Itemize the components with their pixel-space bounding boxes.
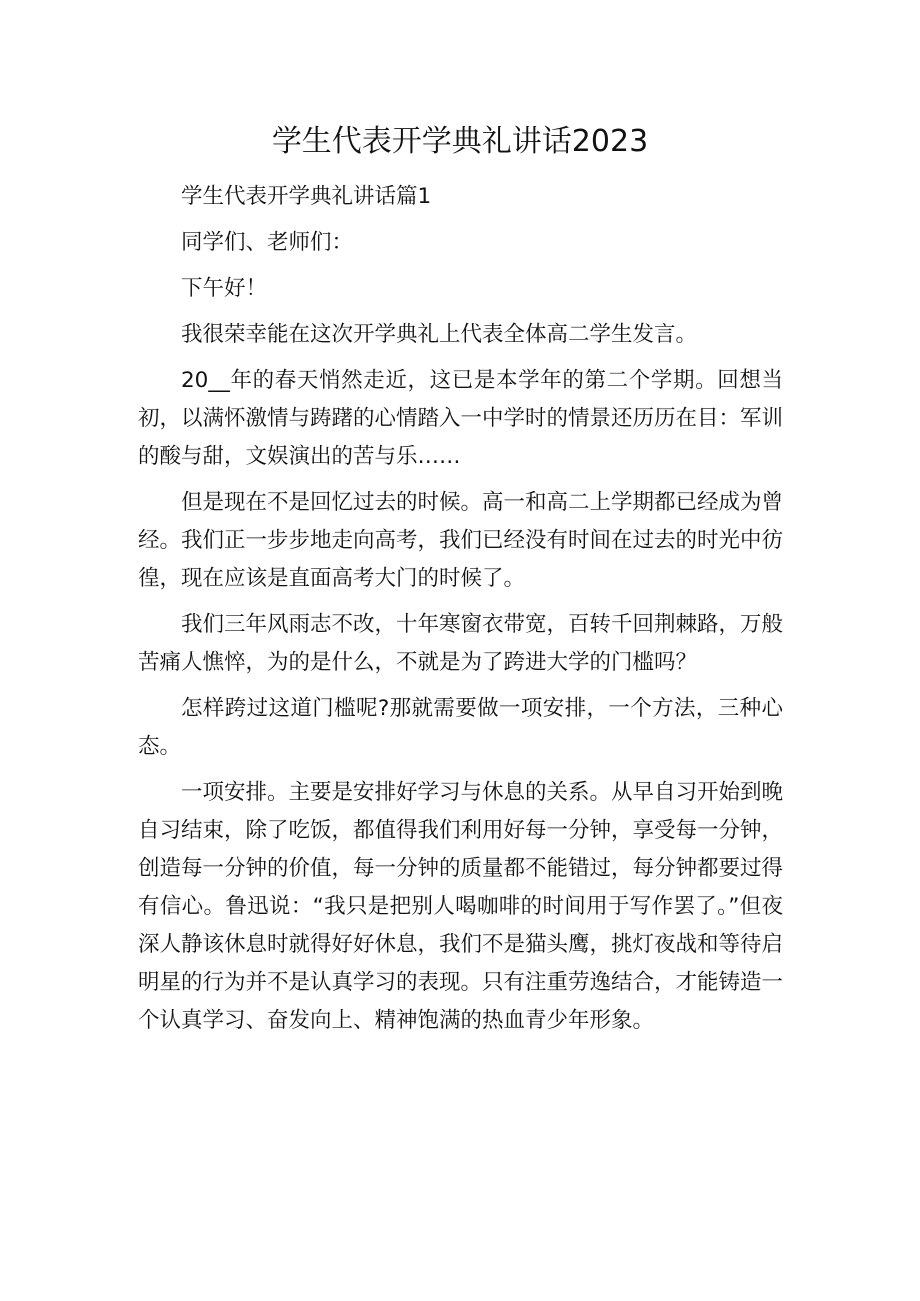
paragraph-three-years: 我们三年风雨志不改，十年寒窗衣带宽，百转千回荆棘路，万般苦痛人憔悴，为的是什么，不就是为了跨进大学的门槛吗？ (138, 612, 784, 675)
salutation: 同学们、老师们： (181, 230, 354, 255)
greeting: 下午好！ (181, 276, 268, 301)
document-title: 学生代表开学典礼讲话2023 (271, 124, 649, 159)
document-body (138, 178, 783, 1048)
paragraph-spring: 20__年的春天悄然走近，这已是本学年的第二个学期。回想当初，以满怀激情与踌躇的心情踏入一中学时的情景还历历在目：军训的酸与甜，文娱演出的苦与乐…… (138, 368, 784, 469)
paragraph-intro: 我很荣幸能在这次开学典礼上代表全体高二学生发言。 (181, 322, 698, 347)
paragraph-one-arrangement: 一项安排。主要是安排好学习与休息的关系。从早自习开始到晚自习结束，除了吃饭，都值得我们利用好每一分钟，享受每一分钟，创造每一分钟的价值，每一分钟的质量都不能错过，每分钟都要过得有信心。鲁迅说：“我只是把别人喝咖啡的时间用于写作罢了。”但夜深人静该休息时就得好好休息，我们不是猫头鹰，挑灯夜战和等待启明星的行为并不是认真学习的表现。只有注重劳逸结合，才能铸造一个认真学习、奋发向上、精神饱满的热血青少年形象。 (138, 780, 784, 1033)
paragraph-how-to-cross: 怎样跨过这道门槛呢?那就需要做一项安排，一个方法，三种心态。 (138, 696, 783, 759)
section-heading: 学生代表开学典礼讲话篇1 (181, 184, 432, 209)
paragraph-not-reminisce: 但是现在不是回忆过去的时候。高一和高二上学期都已经成为曾经。我们正一步步地走向高考，我们已经没有时间在过去的时光中彷徨，现在应该是直面高考大门的时候了。 (138, 490, 784, 591)
